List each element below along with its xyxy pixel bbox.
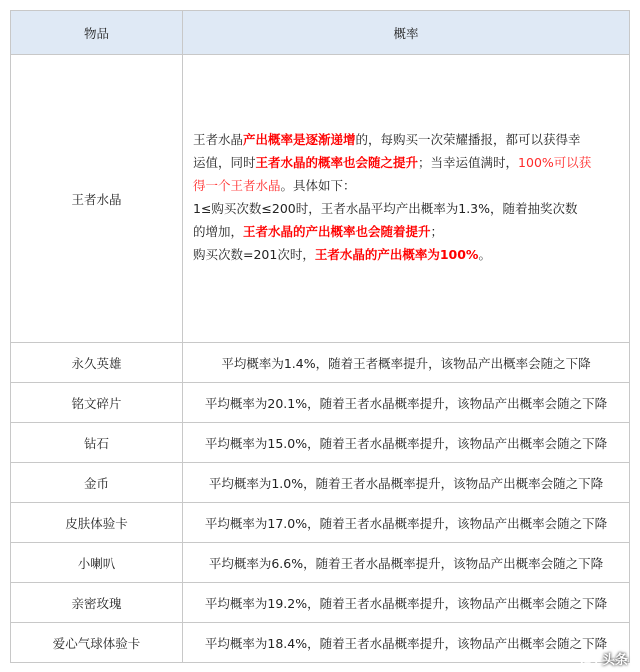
description-segment: 。具体如下：: [280, 177, 356, 193]
rate-cell: 平均概率为18.4%，随着王者水晶概率提升，该物品产出概率会随之下降: [183, 623, 630, 663]
description-segment: 的，每购买一次荣耀播报，都可以获得幸: [355, 131, 581, 147]
table-row-main-item: [11, 55, 630, 343]
table-row: [11, 623, 630, 663]
header-probability: 概率: [183, 11, 630, 55]
description-segment: 王者水晶: [193, 131, 244, 147]
description-line: [193, 197, 619, 220]
table-row: [11, 543, 630, 583]
description-line: [193, 243, 619, 266]
item-name-cell: 亲密玫瑰: [11, 583, 183, 623]
main-description-cell: [183, 55, 630, 343]
table-row: [11, 343, 630, 383]
rate-cell: 平均概率为15.0%，随着王者水晶概率提升，该物品产出概率会随之下降: [183, 423, 630, 463]
rate-cell: 平均概率为1.4%，随着王者概率提升，该物品产出概率会随之下降: [183, 343, 630, 383]
header-item: 物品: [11, 11, 183, 55]
description-segment: 运值，同时: [193, 154, 256, 170]
description-segment: 王者水晶的产出概率为100%: [314, 246, 479, 262]
description-line: [193, 220, 619, 243]
description-line: [193, 174, 619, 197]
description-segment: 得一个王者水晶: [193, 177, 281, 193]
table-header-row: [11, 11, 630, 55]
item-name-cell: 王者水晶: [11, 55, 183, 343]
headline-logo-icon: [580, 650, 598, 668]
rate-cell: 平均概率为6.6%，随着王者水晶概率提升，该物品产出概率会随之下降: [183, 543, 630, 583]
description-segment: 的增加，: [193, 223, 244, 239]
description-segment: 购买次数=201次时，: [193, 246, 315, 262]
item-name-cell: 铭文碎片: [11, 383, 183, 423]
rate-cell: 平均概率为1.0%，随着王者水晶概率提升，该物品产出概率会随之下降: [183, 463, 630, 503]
description-segment: ；当幸运值满时，: [418, 154, 519, 170]
table-row: [11, 423, 630, 463]
description-segment: 1≤购买次数≤200时，王者水晶平均产出概率为1.3%，随着抽奖次数: [193, 200, 578, 216]
rate-cell: 平均概率为20.1%，随着王者水晶概率提升，该物品产出概率会随之下降: [183, 383, 630, 423]
item-name-cell: 皮肤体验卡: [11, 503, 183, 543]
probability-table: [10, 10, 630, 663]
item-name-cell: 爱心气球体验卡: [11, 623, 183, 663]
table-row: [11, 583, 630, 623]
table-row: [11, 503, 630, 543]
item-name-cell: 小喇叭: [11, 543, 183, 583]
rate-cell: 平均概率为19.2%，随着王者水晶概率提升，该物品产出概率会随之下降: [183, 583, 630, 623]
description-segment: 产出概率是逐渐递增: [243, 131, 356, 147]
description-line: [193, 151, 619, 174]
main-description: [183, 122, 629, 276]
table-row: [11, 383, 630, 423]
watermark-text: 头条: [601, 653, 628, 668]
item-name-cell: 钻石: [11, 423, 183, 463]
table-row: [11, 463, 630, 503]
description-segment: 100%可以获: [518, 154, 592, 170]
description-segment: 。: [478, 246, 491, 262]
description-line: [193, 128, 619, 151]
description-segment: ；: [430, 223, 444, 239]
item-name-cell: 金币: [11, 463, 183, 503]
rate-cell: 平均概率为17.0%，随着王者水晶概率提升，该物品产出概率会随之下降: [183, 503, 630, 543]
watermark: [580, 649, 628, 668]
description-segment: 王者水晶的产出概率也会随着提升: [243, 223, 431, 239]
description-segment: 王者水晶的概率也会随之提升: [255, 154, 419, 170]
item-name-cell: 永久英雄: [11, 343, 183, 383]
